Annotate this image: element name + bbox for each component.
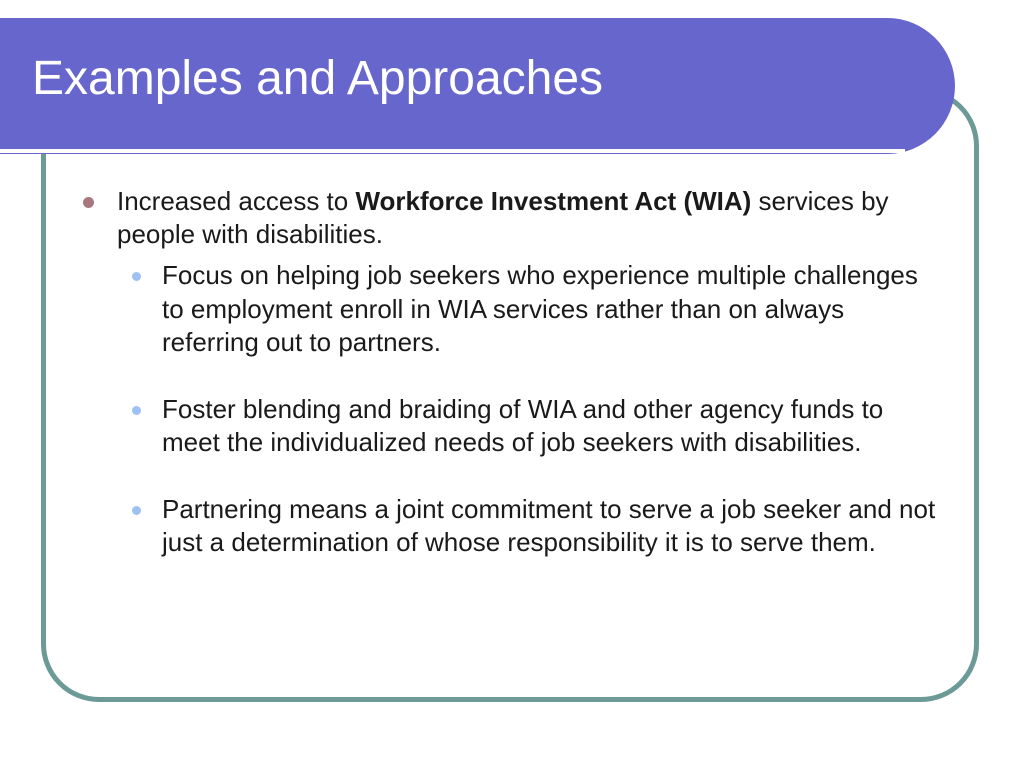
main-bullet-bold: Workforce Investment Act (WIA) bbox=[355, 186, 752, 216]
sub-bullet-text: Focus on helping job seekers who experience multiple challenges to employment enroll in WIA services rather than on always referring out to partners. bbox=[162, 260, 918, 357]
sub-bullet-text: Foster blending and braiding of WIA and other agency funds to meet the individualized needs of job seekers with disabilities. bbox=[162, 393, 884, 457]
round-bullet-icon bbox=[132, 406, 141, 415]
sub-bullet-item bbox=[123, 259, 938, 360]
main-bullet-prefix: Increased access to bbox=[117, 186, 356, 216]
sub-bullet-item bbox=[123, 493, 938, 560]
round-bullet-icon bbox=[132, 272, 141, 281]
sub-bullet-item bbox=[123, 393, 938, 460]
main-bullet-suffix: services by people with disabilities. bbox=[117, 186, 889, 249]
round-bullet-icon bbox=[132, 506, 141, 515]
slide-body bbox=[78, 185, 938, 560]
slide-title: Examples and Approaches bbox=[32, 52, 604, 105]
round-bullet-icon bbox=[83, 197, 94, 208]
title-underline bbox=[0, 149, 905, 153]
main-bullet-item bbox=[78, 185, 938, 251]
sub-bullet-text: Partnering means a joint commitment to serve a job seeker and not just a determination of whose responsibility it is to serve them. bbox=[162, 493, 936, 557]
